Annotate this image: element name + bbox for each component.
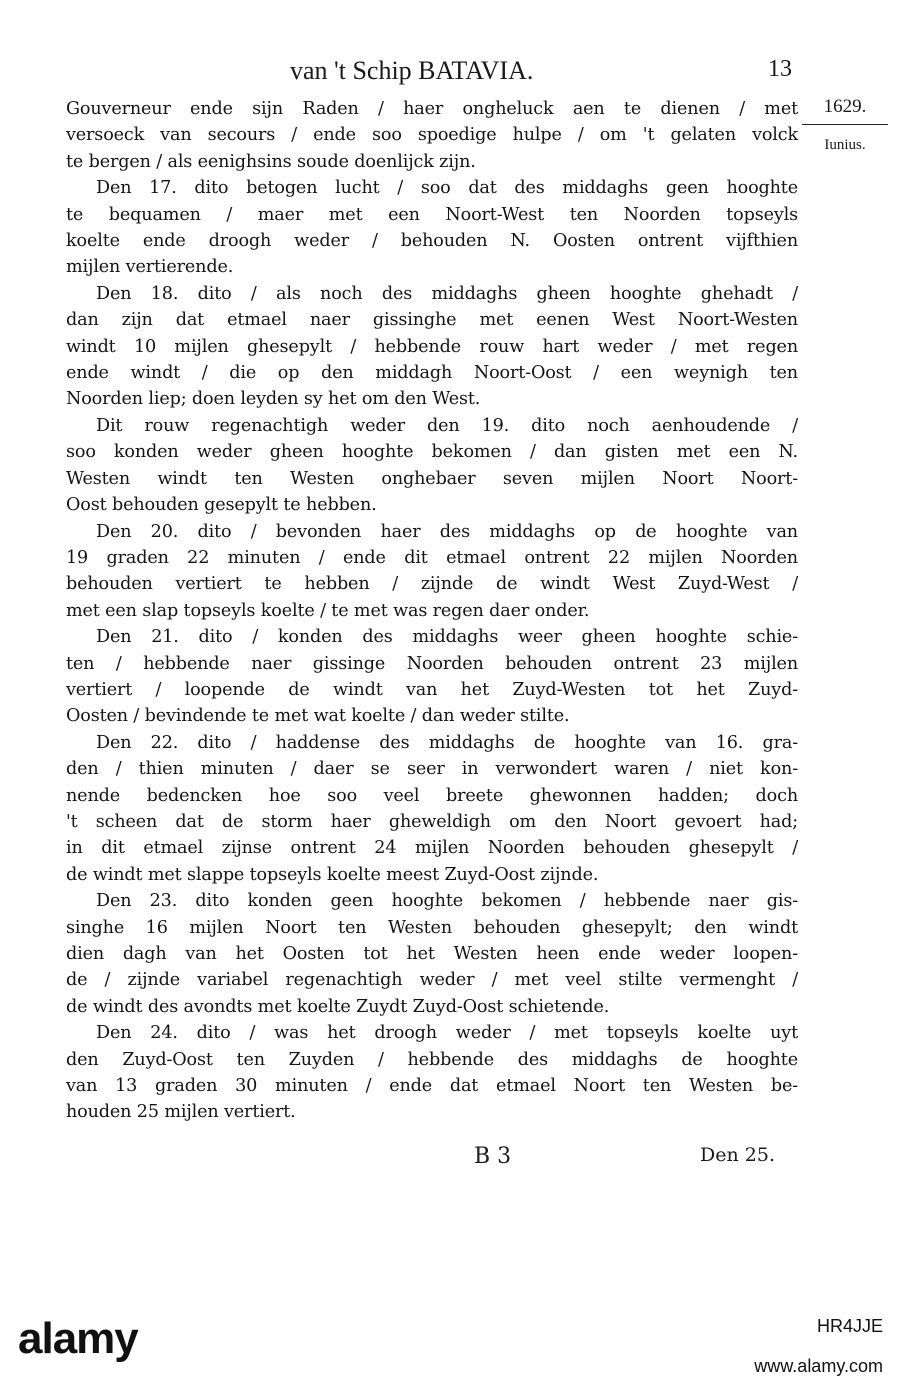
paragraph [66,96,798,175]
text-line: behouden vertiert te hebben / zijnde de windt West Zuyd-West / [66,574,798,595]
text-line: nende bedencken hoe soo veel breete ghewonnen hadden; doch [66,785,798,806]
page-footer [0,1144,913,1184]
text-line: van 13 graden 30 minuten / ende dat etmael Noort ten Westen be- [66,1076,798,1097]
paragraph [66,624,798,730]
text-line: singhe 16 mijlen Noort ten Westen behouden ghesepylt; den windt [66,917,798,938]
margin-note [800,96,890,154]
text-line: Den 23. dito konden geen hooghte bekomen / hebbende naer gis- [96,891,798,912]
text-line: Den 21. dito / konden des middaghs weer gheen hooghte schie- [96,627,798,648]
margin-month: Iunius. [824,137,866,153]
text-line: Westen windt ten Westen onghebaer seven mijlen Noort Noort- [66,468,798,489]
text-line: soo konden weder gheen hooghte bekomen / dan gisten met een N. [66,442,798,463]
running-title: van 't Schip BATAVIA. [290,56,534,85]
text-line: versoeck van secours / ende soo spoedige hulpe / om 't gelaten volck [66,125,798,146]
text-line: de windt des avondts met koelte Zuydt Zuyd-Oost schietende. [66,996,610,1017]
text-line: te bequamen / maer met een Noort-West ten Noorden topseyls [66,204,798,225]
text-line: Oost behouden gesepylt te hebben. [66,495,377,516]
text-line: Den 17. dito betogen lucht / soo dat des middaghs geen hooghte [96,178,798,199]
paragraph [66,281,798,413]
text-line: koelte ende droogh weder / behouden N. Oosten ontrent vijfthien [66,231,798,252]
text-line: mijlen vertierende. [66,257,234,278]
watermark-image-id: HR4JJE [816,1316,883,1336]
text-line: ende windt / die op den middagh Noort-Oost / een weynigh ten [66,363,798,384]
text-line: Den 22. dito / haddense des middaghs de hooghte van 16. gra- [96,732,798,753]
text-line: dien dagh van het Oosten tot het Westen heen ende weder loopen- [66,944,798,964]
text-line: houden 25 mijlen vertiert. [66,1102,296,1123]
text-line: Den 18. dito / als noch des middaghs gheen hooghte ghehadt / [96,283,798,304]
text-line: vertiert / loopende de windt van het Zuyd-Westen tot het Zuyd- [66,679,798,700]
text-line: Gouverneur ende sijn Raden / haer ongheluck aen te dienen / met [66,99,798,119]
paragraph [66,888,798,1020]
watermark-url: www.alamy.com [754,1356,883,1376]
text-line: ten / hebbende naer gissinge Noorden behouden ontrent 23 mijlen [66,653,798,674]
text-line: Noorden liep; doen leyden sy het om den West. [66,389,481,410]
paragraph [66,1020,798,1126]
paragraph [66,519,798,625]
text-line: Den 24. dito / was het droogh weder / met topseyls koelte uyt [96,1023,798,1044]
signature-mark: B 3 [474,1144,512,1169]
watermark-brand: alamy [18,1314,138,1363]
text-line: Den 20. dito / bevonden haer des middaghs op de hooghte van [96,521,798,542]
text-line: met een slap topseyls koelte / te met was regen daer onder. [66,600,590,621]
watermark-bar [0,1300,913,1390]
text-line: dan zijn dat etmael naer gissinghe met eenen West Noort-Westen [66,310,798,331]
margin-year: 1629. [823,96,867,117]
text-line: 't scheen dat de storm haer gheweldigh om den Noort gevoert had; [66,811,798,832]
text-line: 19 graden 22 minuten / ende dit etmael ontrent 22 mijlen Noorden [66,547,798,568]
page-header [0,56,913,96]
margin-rule [802,124,888,125]
text-line: in dit etmael zijnse ontrent 24 mijlen Noorden behouden ghesepylt / [66,838,798,859]
paragraph [66,175,798,281]
text-line: te bergen / als eenighsins soude doenlijck zijn. [66,151,476,172]
page-number: 13 [768,56,792,82]
body-text [66,96,798,1126]
text-line: den Zuyd-Oost ten Zuyden / hebbende des middaghs de hooghte [66,1049,798,1070]
catchword: Den 25. [700,1144,775,1166]
text-line: windt 10 mijlen ghesepylt / hebbende rouw hart weder / met regen [66,336,798,357]
text-line: den / thien minuten / daer se seer in verwondert waren / niet kon- [66,759,798,780]
paragraph [66,730,798,888]
text-line: de windt met slappe topseyls koelte meest Zuyd-Oost zijnde. [66,864,599,885]
text-line: Dit rouw regenachtigh weder den 19. dito noch aenhoudende / [96,415,798,436]
text-line: de / zijnde variabel regenachtigh weder / met veel stilte vermenght / [66,970,798,991]
paragraph [66,413,798,519]
text-line: Oosten / bevindende te met wat koelte / dan weder stilte. [66,706,570,727]
